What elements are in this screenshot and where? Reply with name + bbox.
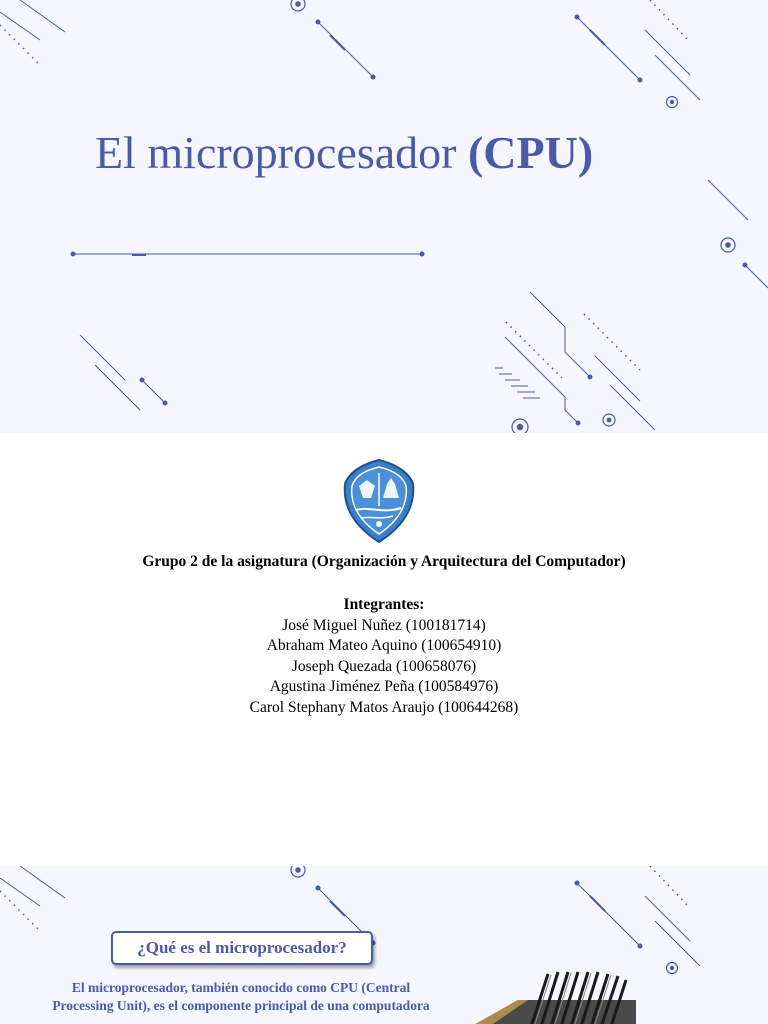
cpu-heatsink-icon xyxy=(458,970,648,1024)
title-bold: (CPU) xyxy=(467,127,594,178)
title-slide xyxy=(0,0,768,433)
title-regular: El microprocesador xyxy=(95,127,468,178)
member-item: Agustina Jiménez Peña (100584976) xyxy=(269,678,499,695)
members-list xyxy=(0,595,768,718)
decorative-lines xyxy=(0,0,768,433)
group-title: Grupo 2 de la asignatura (Organización y Arquitectura del Computador) xyxy=(142,553,626,570)
member-item: Carol Stephany Matos Araujo (100644268) xyxy=(249,698,519,716)
members-header: Integrantes: xyxy=(343,596,425,613)
member-item: José Miguel Nuñez (100181714) xyxy=(282,616,486,634)
members-slide xyxy=(0,433,768,866)
member-item: Joseph Quezada (100658076) xyxy=(291,657,477,675)
definition-slide xyxy=(0,866,768,1024)
description-text: El microprocesador, también conocido como CPU (Central Processing Unit), es el componente principal de una computadora xyxy=(52,980,430,1013)
question-heading: ¿Qué es el microprocesador? xyxy=(111,931,373,965)
member-item: Abraham Mateo Aquino (100654910) xyxy=(266,637,502,654)
page-title xyxy=(95,126,593,179)
university-seal-icon xyxy=(343,458,415,544)
